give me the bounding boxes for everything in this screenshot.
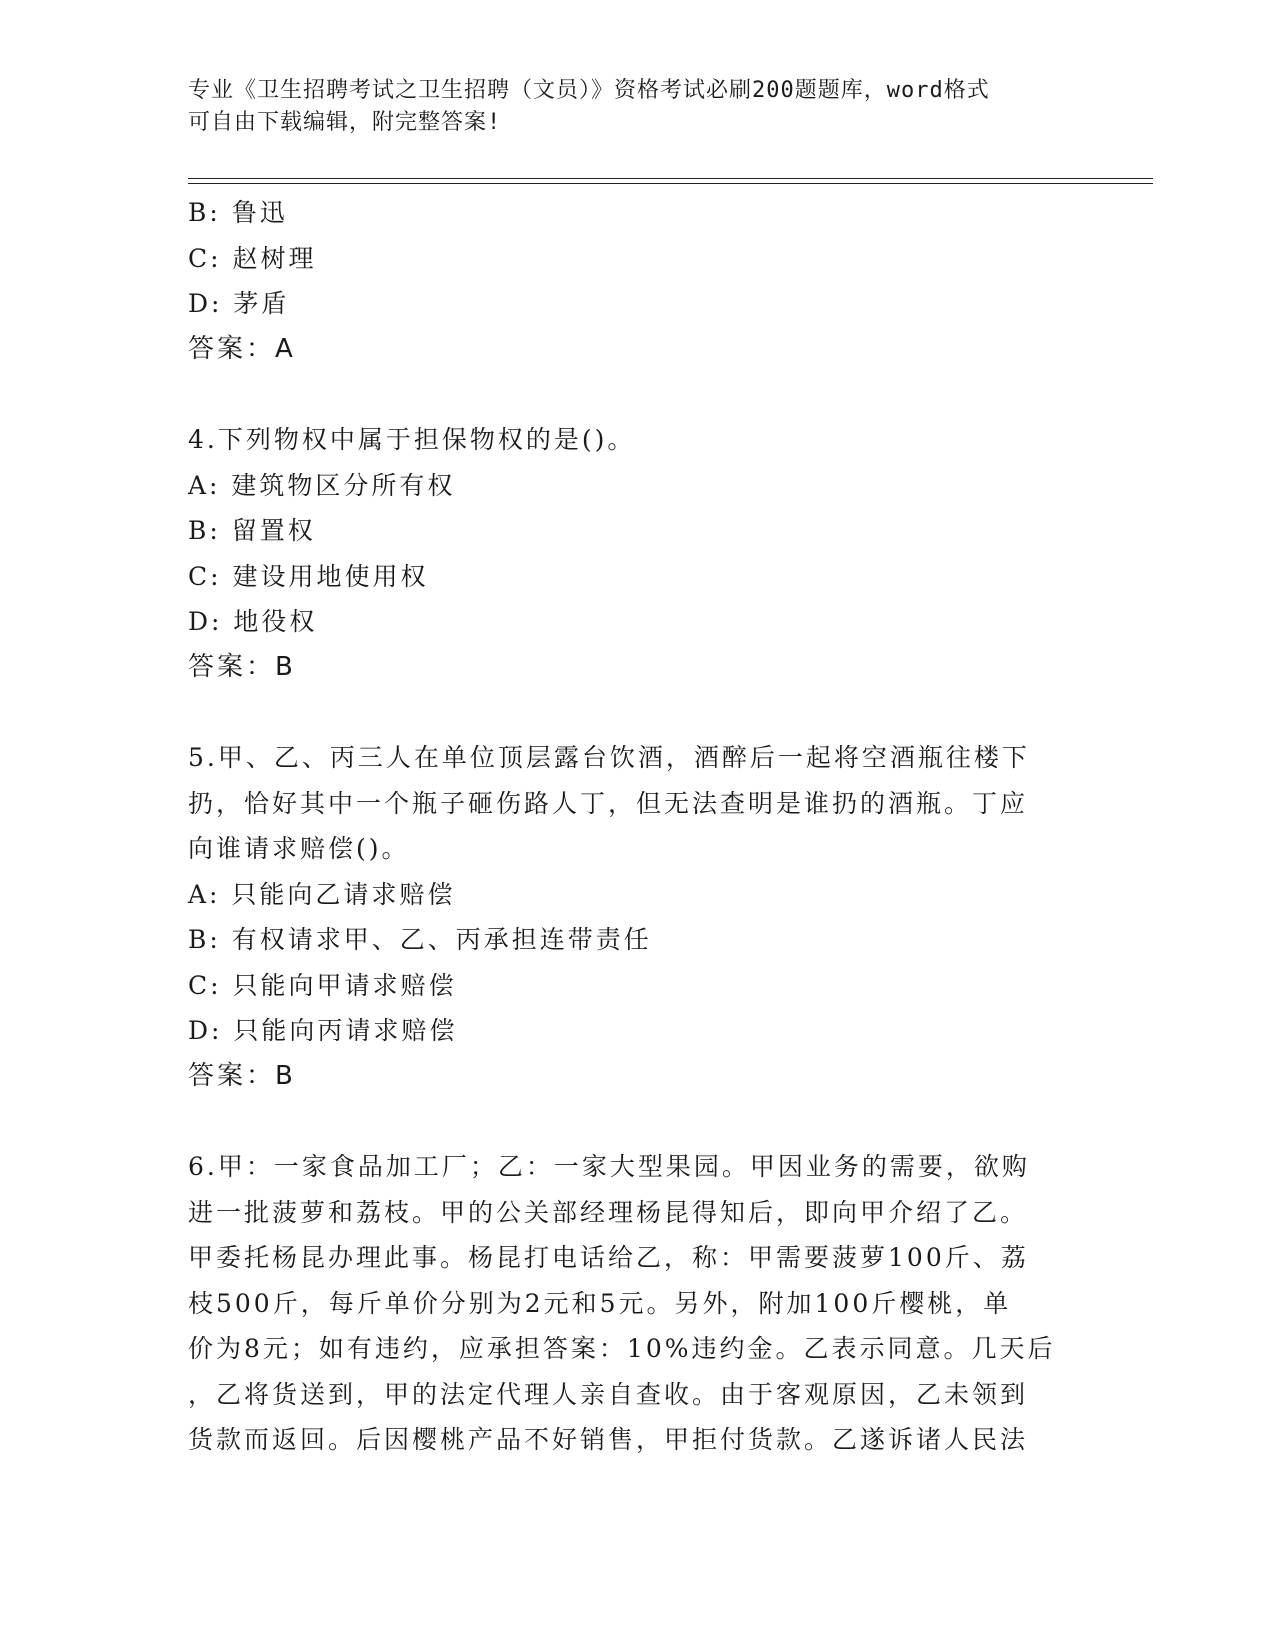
- q5-stem-line: 扔，恰好其中一个瓶子砸伤路人丁，但无法查明是谁扔的酒瓶。丁应: [188, 788, 1029, 818]
- q4-option-b: B: 留置权: [188, 516, 316, 545]
- q5-stem-line: 5.甲、乙、丙三人在单位顶层露台饮酒，酒醉后一起将空酒瓶往楼下: [188, 743, 1030, 772]
- q4-option-a: A: 建筑物区分所有权: [188, 470, 456, 500]
- header-line-2: 可自由下载编辑，附完整答案!: [188, 110, 502, 135]
- header-rule-bottom: [188, 183, 1153, 184]
- q5-option-d: D: 只能向丙请求赔偿: [188, 1016, 458, 1045]
- q6-stem-line: 枝500斤，每斤单价分别为2元和5元。另外，附加100斤樱桃，单: [188, 1288, 1012, 1318]
- q3-answer: 答案：A: [188, 333, 296, 364]
- q5-option-c: C: 只能向甲请求赔偿: [188, 970, 457, 1000]
- q4-option-c: C: 建设用地使用权: [188, 561, 429, 591]
- q5-answer: 答案：B: [188, 1060, 296, 1091]
- spacer: [188, 1099, 1068, 1144]
- spacer: [188, 690, 1068, 735]
- q6-stem-line: 6.甲：一家食品加工厂；乙：一家大型果园。甲因业务的需要，欲购: [188, 1152, 1030, 1181]
- q3-option-c: C: 赵树理: [188, 243, 317, 273]
- q5-option-b: B: 有权请求甲、乙、丙承担连带责任: [188, 925, 652, 954]
- q5-option-a: A: 只能向乙请求赔偿: [188, 879, 456, 909]
- q6-stem-line: 货款而返回。后因樱桃产品不好销售，甲拒付货款。乙遂诉诸人民法: [188, 1425, 1029, 1454]
- q4-stem: 4.下列物权中属于担保物权的是()。: [188, 425, 636, 454]
- question-5: [188, 735, 1068, 1099]
- q6-stem-line: 进一批菠萝和荔枝。甲的公关部经理杨昆得知后，即向甲介绍了乙。: [188, 1197, 1029, 1227]
- header-line-1: 专业《卫生招聘考试之卫生招聘（文员）》资格考试必刷200题题库，word格式: [188, 78, 990, 103]
- q4-option-d: D: 地役权: [188, 607, 318, 636]
- q6-stem-line: ，乙将货送到，甲的法定代理人亲自查收。由于客观原因，乙未领到: [188, 1379, 1029, 1409]
- document-body: [188, 190, 1068, 1463]
- spacer: [188, 372, 1068, 417]
- q3-option-b: B: 鲁迅: [188, 198, 288, 227]
- q6-stem-line: 价为8元；如有违约，应承担答案：10%违约金。乙表示同意。几天后: [188, 1334, 1056, 1363]
- q5-stem-line: 向谁请求赔偿()。: [188, 834, 410, 863]
- q4-answer: 答案：B: [188, 651, 296, 682]
- header-rule-top: [188, 178, 1153, 179]
- question-3: [188, 190, 1068, 372]
- question-4: [188, 417, 1068, 690]
- document-header: [188, 75, 1068, 139]
- q3-option-d: D: 茅盾: [188, 289, 290, 318]
- question-6: [188, 1144, 1068, 1463]
- q6-stem-line: 甲委托杨昆办理此事。杨昆打电话给乙，称：甲需要菠萝100斤、荔: [188, 1243, 1029, 1272]
